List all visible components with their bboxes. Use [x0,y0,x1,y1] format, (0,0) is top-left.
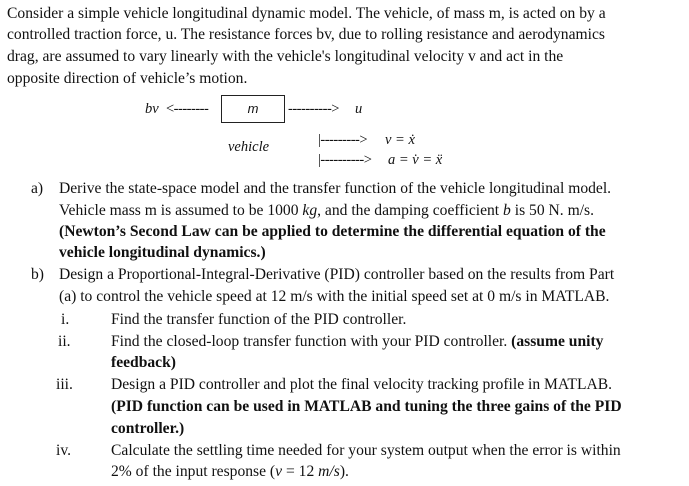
intro-line-3: drag, are assumed to vary linearly with the vehicle's longitudinal velocity v and act in the [7,48,564,65]
part-a-line-4: vehicle longitudinal dynamics.) [59,244,266,261]
diagram-mass-label: m [247,101,259,116]
part-a-line-2 [59,200,594,221]
part-b-iii-line-2: (PID function can be used in MATLAB and tuning the three gains of the PID [111,398,622,415]
diagram-left-arrow: <-------- [166,101,209,117]
part-a-line-2-post: is 50 N. m/s. [510,202,595,219]
diagram-mass-box [221,95,285,123]
part-b-iv-velocity-var: v [275,463,283,480]
part-b-ii-line-1-pre: Find the closed-loop transfer function with your PID controller. [111,333,512,350]
part-b-iii-line-3: controller.) [111,420,185,437]
part-b-iii-line-1: Design a PID controller and plot the final velocity tracking profile in MATLAB. [111,376,613,393]
diagram-velocity-arrow: |---------> [318,132,368,148]
part-a-line-1: Derive the state-space model and the transfer function of the vehicle longitudinal model. [59,180,612,197]
part-a-marker: a) [31,180,44,197]
diagram-velocity-eq: v = ẋ [385,132,415,148]
part-b-ii-line-1 [111,331,603,352]
intro-line-4: opposite direction of vehicle’s motion. [7,70,248,87]
diagram-right-force-var: u [355,101,363,117]
part-b-iv-line-1: Calculate the settling time needed for your system output when the error is within [111,442,621,459]
part-a-line-2-pre: Vehicle mass m is assumed to be 1000 [59,202,303,219]
part-a-mass-unit: kg [302,202,318,219]
part-b-i-marker: i. [61,311,70,328]
part-b-ii-line-2: feedback) [111,354,176,371]
diagram-right-arrow: ----------> [288,101,339,117]
part-b-iv-line-2-post: ). [339,463,349,480]
part-a-line-2-mid: , and the damping coefficient [317,202,504,219]
intro-line-2: controlled traction force, u. The resistance forces bv, due to rolling resistance and aerodynamics [7,26,605,43]
diagram-accel-arrow: |----------> [318,152,372,168]
part-b-marker: b) [31,266,44,283]
part-b-iv-velocity-unit: m/s [318,463,340,480]
diagram-accel-eq: a = v̇ = ẍ [388,152,443,168]
part-b-line-1: Design a Proportional-Integral-Derivative (PID) controller based on the results from Part [59,266,615,283]
diagram-left-force-var: bv [145,101,159,117]
part-a-line-3: (Newton’s Second Law can be applied to determine the differential equation of the [59,223,606,240]
part-b-i-line-1: Find the transfer function of the PID controller. [111,311,407,328]
part-b-iv-line-2-eq: = 12 [282,463,319,480]
part-b-iii-marker: iii. [56,376,73,393]
part-b-ii-marker: ii. [58,333,71,350]
diagram-vehicle-label: vehicle [228,139,270,155]
part-b-iv-line-2-pre: 2% of the input response ( [111,463,276,480]
part-b-line-2: (a) to control the vehicle speed at 12 m/s with the initial speed set at 0 m/s in MATLAB. [59,288,610,305]
part-b-iv-marker: iv. [56,442,72,459]
part-a-damping-var: b [503,202,511,219]
part-b-ii-line-1-bold: (assume unity [511,333,604,350]
intro-line-1: Consider a simple vehicle longitudinal dynamic model. The vehicle, of mass m, is acted on by a [7,5,606,22]
part-b-iv-line-2 [111,461,349,482]
